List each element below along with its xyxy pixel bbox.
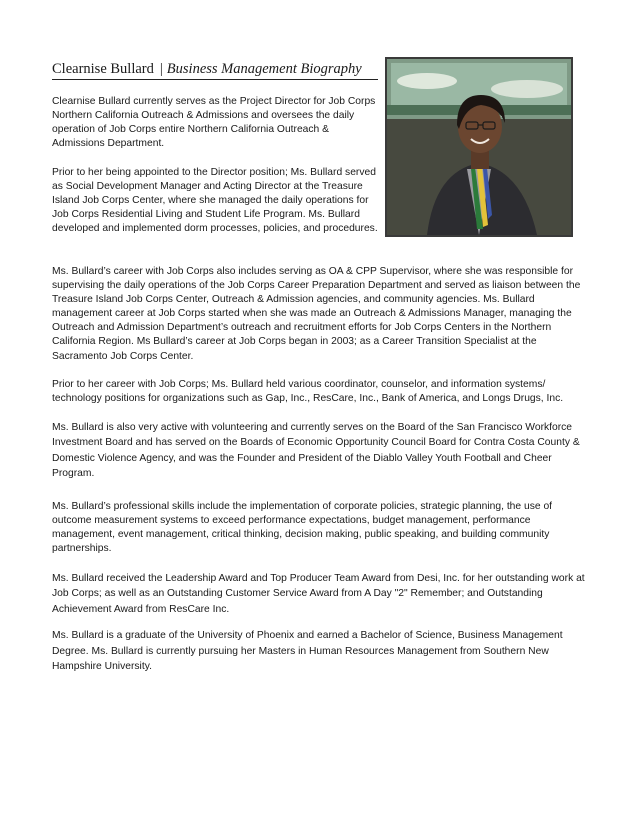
bio-paragraph-7: Ms. Bullard received the Leadership Award and Top Producer Team Award from Desi, Inc. for her outstanding work at Job Corps; as well as an Outstanding Customer Service Award from A Day "2" Remember; and Outstanding Achievement Award from ResCare Inc. [52,573,585,615]
bio-paragraph-3: Ms. Bullard’s career with Job Corps also includes serving as OA & CPP Supervisor, where she was responsible for supervising the daily operations of the Job Corps Career Preparation Department and served as liaison between the Treasure Island Job Corps Center, Outreach & Admission agencies, and community agencies. Ms. Bullard management career at Job Corps started when she was made an Outreach & Admissions Manager, managing the Outreach and Admission Department’s outreach and recruitment efforts for Job Corps Centers in the Northern California Region. Ms Bullard’s career at Job Corps began in 2003; as a Career Transition Specialist at the Sacramento Job Corps Center. [52,266,581,362]
bio-paragraph-4: Prior to her career with Job Corps; Ms. Bullard held various coordinator, counselor, and information systems/ technology positions for organizations such as Gap, Inc., ResCare, Inc., Bank of America, and Longs Drugs, Inc. [52,379,564,405]
title-separator: | [159,61,163,77]
bio-paragraph-2: Prior to her being appointed to the Director position; Ms. Bullard served as Social Development Manager and Acting Director at the Treasure Island Job Corps Center, where she managed the daily operations for Job Corps Residential Living and Student Life Program. Ms. Bullard developed and implemented dorm processes, policies, and procedures. [52,167,378,235]
bio-paragraph-6: Ms. Bullard’s professional skills include the implementation of corporate policies, strategic planning, the use of outcome measurement systems to exceed performance expectations, budget management, performance management, event management, critical thinking, decision making, public speaking, and building community partnerships. [52,501,553,555]
bio-paragraph-8: Ms. Bullard is a graduate of the University of Phoenix and earned a Bachelor of Science, Business Management Degree. Ms. Bullard is currently pursuing her Masters in Human Resources Management from Southern New Hampshire University. [52,630,563,673]
portrait-photo [385,57,573,237]
author-name: Clearnise Bullard [52,61,154,77]
bio-paragraph-5: Ms. Bullard is also very active with volunteering and currently serves on the Board of the San Francisco Workforce Investment Board and has served on the Boards of Economic Opportunity Council Board for Contra Costa County & Domestic Violence Agency, and was the Founder and President of the Diablo Valley Youth Football and Cheer Program. [52,422,580,479]
page-subtitle: Business Management Biography [166,61,362,77]
bio-paragraph-1: Clearnise Bullard currently serves as the Project Director for Job Corps Northern California Outreach & Admissions and oversees the daily operation of Job Corps entire Northern California Outreach & Admissions Department. [52,96,376,150]
page-title [52,60,378,80]
